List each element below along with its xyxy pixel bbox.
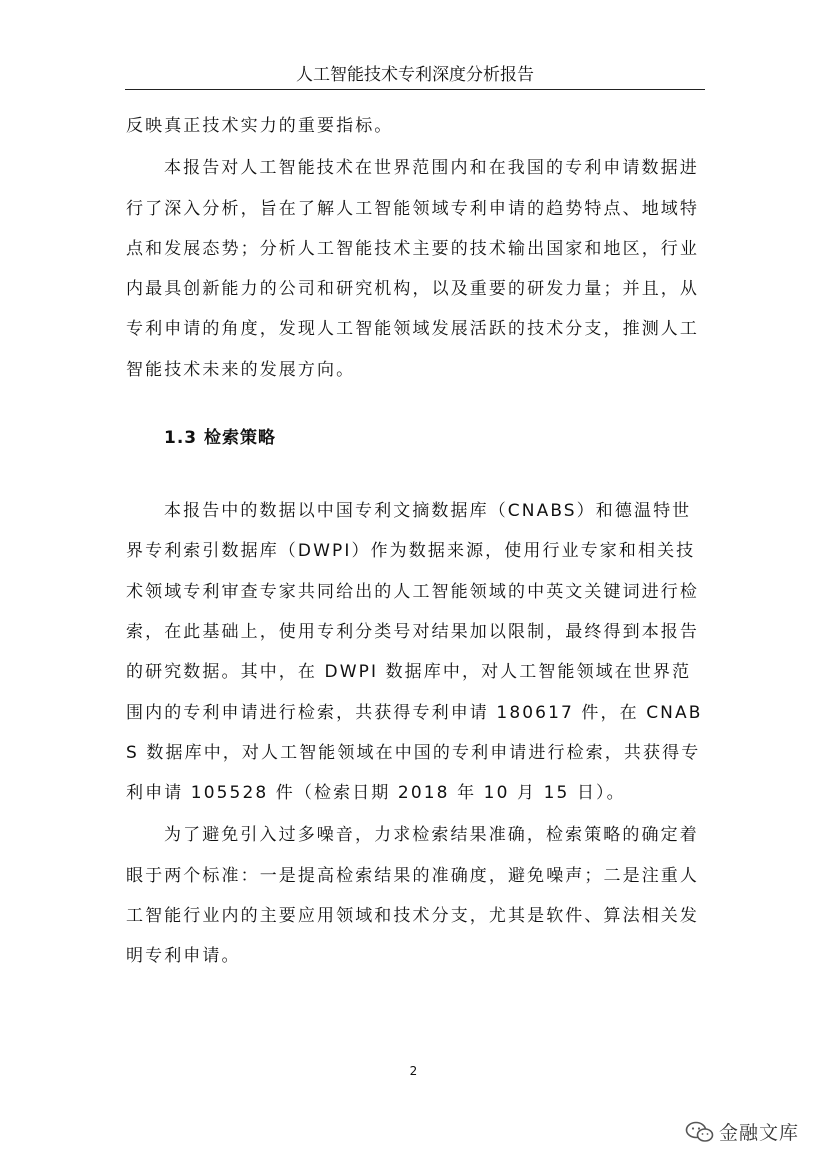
- paragraph-data-sources: 本报告中的数据以中国专利文摘数据库（CNABS）和德温特世界专利索引数据库（DWPI）作为数据来源，使用行业专家和相关技术领域专利审查专家共同给出的人工智能领域的中英文关键词进行检索，在此基础上，使用专利分类号对结果加以限制，最终得到本报告的研究数据。其中，在 DWPI 数据库中，对人工智能领域在世界范围内的专利申请进行检索，共获得专利申请 180617 件，在 CNABS 数据库中，对人工智能领域在中国的专利申请进行检索，共获得专利申请 105528 件（检索日期 2018 年 10 月 15 日）。: [126, 501, 703, 804]
- paragraph-search-criteria: 为了避免引入过多噪音，力求检索结果准确，检索策略的确定着眼于两个标准：一是提高检索结果的准确度，避免噪声；二是注重人工智能行业内的主要应用领域和技术分支，尤其是软件、算法相关发明专利申请。: [126, 825, 699, 967]
- watermark: [685, 1118, 799, 1145]
- page-number: 2: [409, 1064, 418, 1078]
- paragraph-report-overview: 本报告对人工智能技术在世界范围内和在我国的专利申请数据进行了深入分析，旨在了解人工智能领域专利申请的趋势特点、地域特点和发展态势；分析人工智能技术主要的技术输出国家和地区，行业内最具创新能力的公司和研究机构，以及重要的研发力量；并且，从专利申请的角度，发现人工智能领域发展活跃的技术分支，推测人工智能技术未来的发展方向。: [126, 158, 699, 380]
- document-body: [126, 106, 704, 977]
- section-heading: 1.3 检索策略: [164, 428, 277, 449]
- wechat-icon: [685, 1120, 715, 1144]
- watermark-text: 金融文库: [718, 1122, 799, 1144]
- header-divider: [125, 89, 705, 90]
- paragraph-continuation: 反映真正技术实力的重要指标。: [126, 116, 394, 136]
- page-header-title: 人工智能技术专利深度分析报告: [296, 65, 534, 85]
